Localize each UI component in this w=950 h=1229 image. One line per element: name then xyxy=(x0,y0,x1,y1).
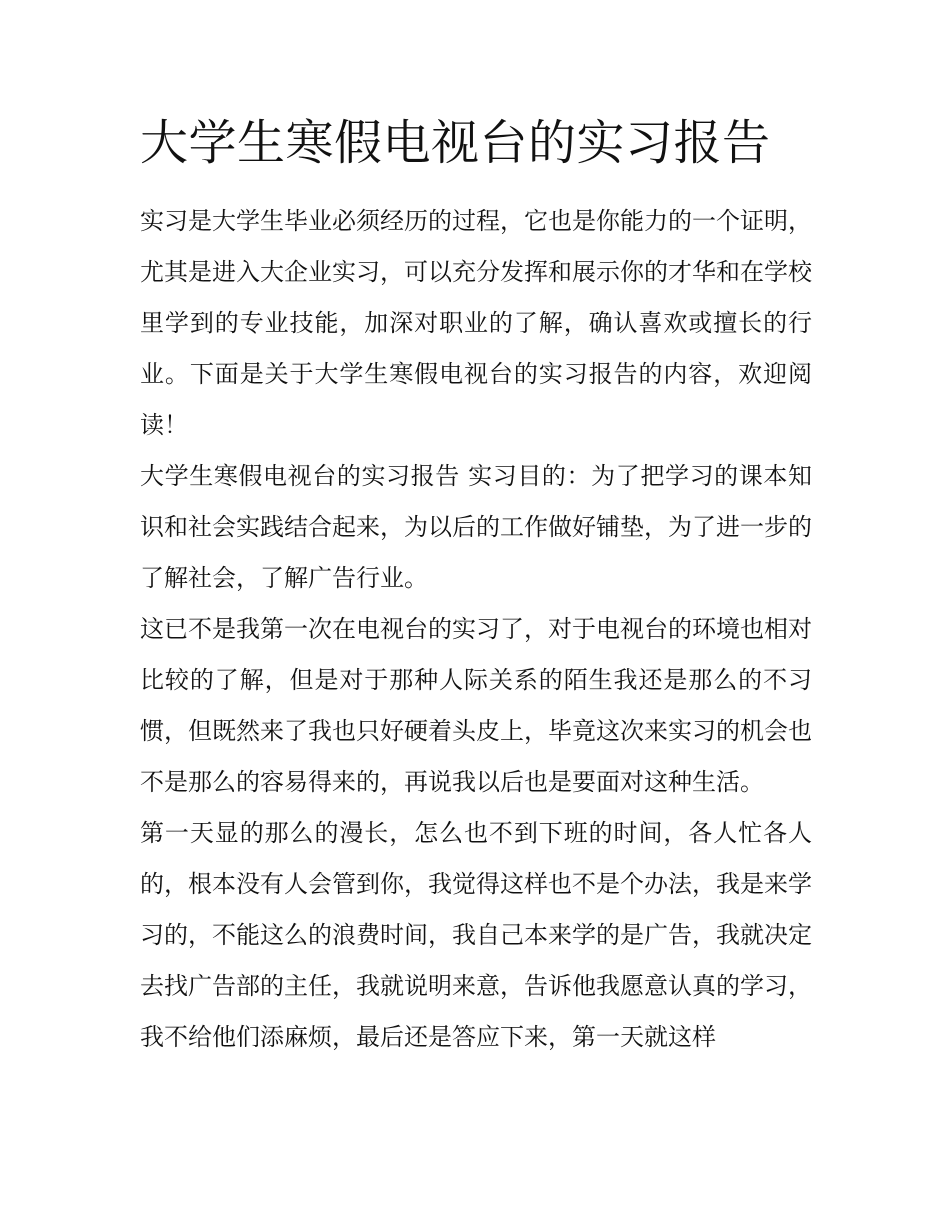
paragraph-intro: 实习是大学生毕业必须经历的过程，它也是你能力的一个证明，尤其是进入大企业实习，可以充分发挥和展示你的才华和在学校里学到的专业技能，加深对职业的了解，确认喜欢或擅长的行业。下面是关于大学生寒假电视台的实习报告的内容，欢迎阅读！ xyxy=(140,207,812,440)
document-page xyxy=(140,112,812,1063)
document-title: 大学生寒假电视台的实习报告 xyxy=(140,115,771,171)
paragraph-purpose: 大学生寒假电视台的实习报告 实习目的：为了把学习的课本知识和社会实践结合起来，为以后的工作做好铺垫，为了进一步的了解社会，了解广告行业。 xyxy=(140,462,812,593)
paragraph-first-day: 第一天显的那么的漫长，怎么也不到下班的时间，各人忙各人的，根本没有人会管到你，我觉得这样也不是个办法，我是来学习的，不能这么的浪费时间，我自己本来学的是广告，我就决定去找广告部的主任，我就说明来意，告诉他我愿意认真的学习，我不给他们添麻烦，最后还是答应下来，第一天就这样 xyxy=(140,819,812,1052)
paragraph-environment: 这已不是我第一次在电视台的实习了，对于电视台的环境也相对比较的了解，但是对于那种人际关系的陌生我还是那么的不习惯，但既然来了我也只好硬着头皮上，毕竟这次来实习的机会也不是那么的容易得来的，再说我以后也是要面对这种生活。 xyxy=(140,615,812,797)
